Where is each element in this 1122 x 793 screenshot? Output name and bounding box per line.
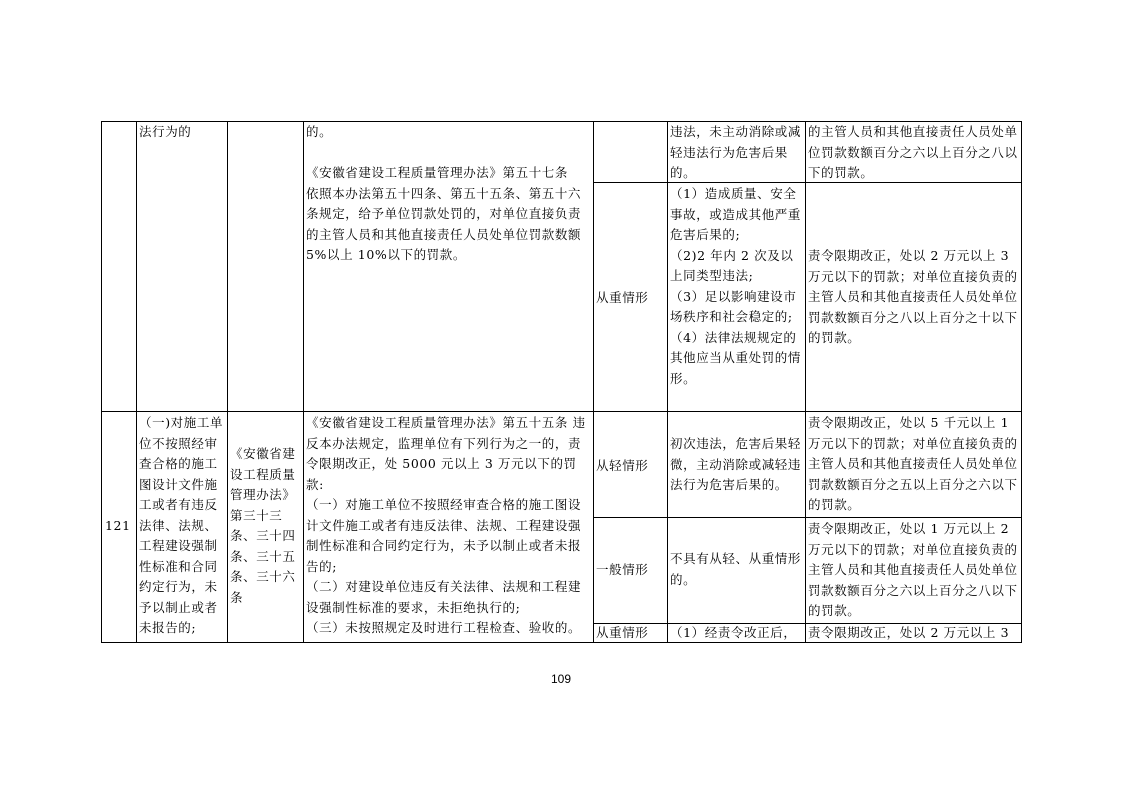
heavy-penalty-cell: 责令限期改正，处以 2 万元以上 3 万元以下的罚款；对单位直接负责的主管人员和其他直接责任人员处单位罚款数额百分之八以上百分之十以下的罚款。	[808, 248, 1018, 345]
heavy-penalty-cell: 责令限期改正，处以 2 万元以上 3	[808, 625, 1010, 640]
table-column-divider	[136, 121, 137, 643]
heavy-circumstance-label: 从重情形	[596, 625, 649, 640]
law-reference-cell: 《安徽省建设工程质量管理办法》第三十三条、三十四条、三十五条、三十六条	[230, 446, 296, 605]
table-row-divider	[593, 517, 1022, 518]
page-number: 109	[550, 672, 572, 686]
violation-behavior-cell: 法行为的	[139, 124, 192, 139]
table-column-divider	[303, 121, 304, 643]
general-situation-cell: 违法，未主动消除或减轻违法行为危害后果的。	[670, 124, 802, 180]
general-situation-cell: 不具有从轻、从重情形的。	[670, 551, 802, 587]
table-column-divider	[227, 121, 228, 643]
heavy-situation-cell: （1）造成质量、安全事故，或造成其他严重危害后果的; （2)2 年内 2 次及以上同类型违法; （3）足以影响建设市场秩序和社会稳定的; （4）法律法规规定的其他应当从重处罚的情形。	[670, 186, 802, 386]
table-border-left	[101, 121, 102, 643]
table-row-divider	[101, 411, 1022, 412]
general-penalty-cell: 的主管人员和其他直接责任人员处单位罚款数额百分之六以上百分之八以下的罚款。	[808, 124, 1018, 180]
general-circumstance-label: 一般情形	[596, 562, 649, 577]
heavy-situation-cell: （1）经责令改正后，	[670, 625, 797, 640]
general-penalty-cell: 责令限期改正，处以 1 万元以上 2 万元以下的罚款；对单位直接负责的主管人员和其他直接责任人员处单位罚款数额百分之六以上百分之八以下的罚款。	[808, 521, 1018, 618]
table-column-divider	[667, 121, 668, 643]
light-circumstance-label: 从轻情形	[596, 458, 649, 473]
light-situation-cell: 初次违法，危害后果轻微，主动消除或减轻违法行为危害后果的。	[670, 436, 802, 492]
penalty-basis-cell: 的。 《安徽省建设工程质量管理办法》第五十七条 依照本办法第五十四条、第五十五条、第五十六条规定，给予单位罚款处罚的，对单位直接负责的主管人员和其他直接责任人员处单位罚款数额 5%以上 10%以下的罚款。	[306, 124, 582, 262]
violation-behavior-cell: （一)对施工单位不按照经审查合格的施工图设计文件施工或者有违反法律、法规、工程建设强制性标准和合同约定行为，未予以制止或者未报告的;	[139, 415, 224, 635]
heavy-circumstance-label: 从重情形	[596, 290, 649, 305]
penalty-basis-cell: 《安徽省建设工程质量管理办法》第五十五条 违反本办法规定，监理单位有下列行为之一的，责令限期改正，处 5000 元以上 3 万元以下的罚款: （一）对施工单位不按照经审查合格的施工图设计文件施工或者有违反法律、法规、工程建设强制性标准和合同约定行为，未予以制止或者未报告的; （二）对建设单位违反有关法律、法规和工程建设强制性标准的要求，未拒绝执行的; （三）未按照规定及时进行工程检查、验收的。	[306, 415, 586, 635]
light-penalty-cell: 责令限期改正，处以 5 千元以上 1 万元以下的罚款；对单位直接负责的主管人员和其他直接责任人员处单位罚款数额百分之五以上百分之六以下的罚款。	[808, 415, 1018, 512]
row-number-cell: 121	[105, 518, 131, 533]
